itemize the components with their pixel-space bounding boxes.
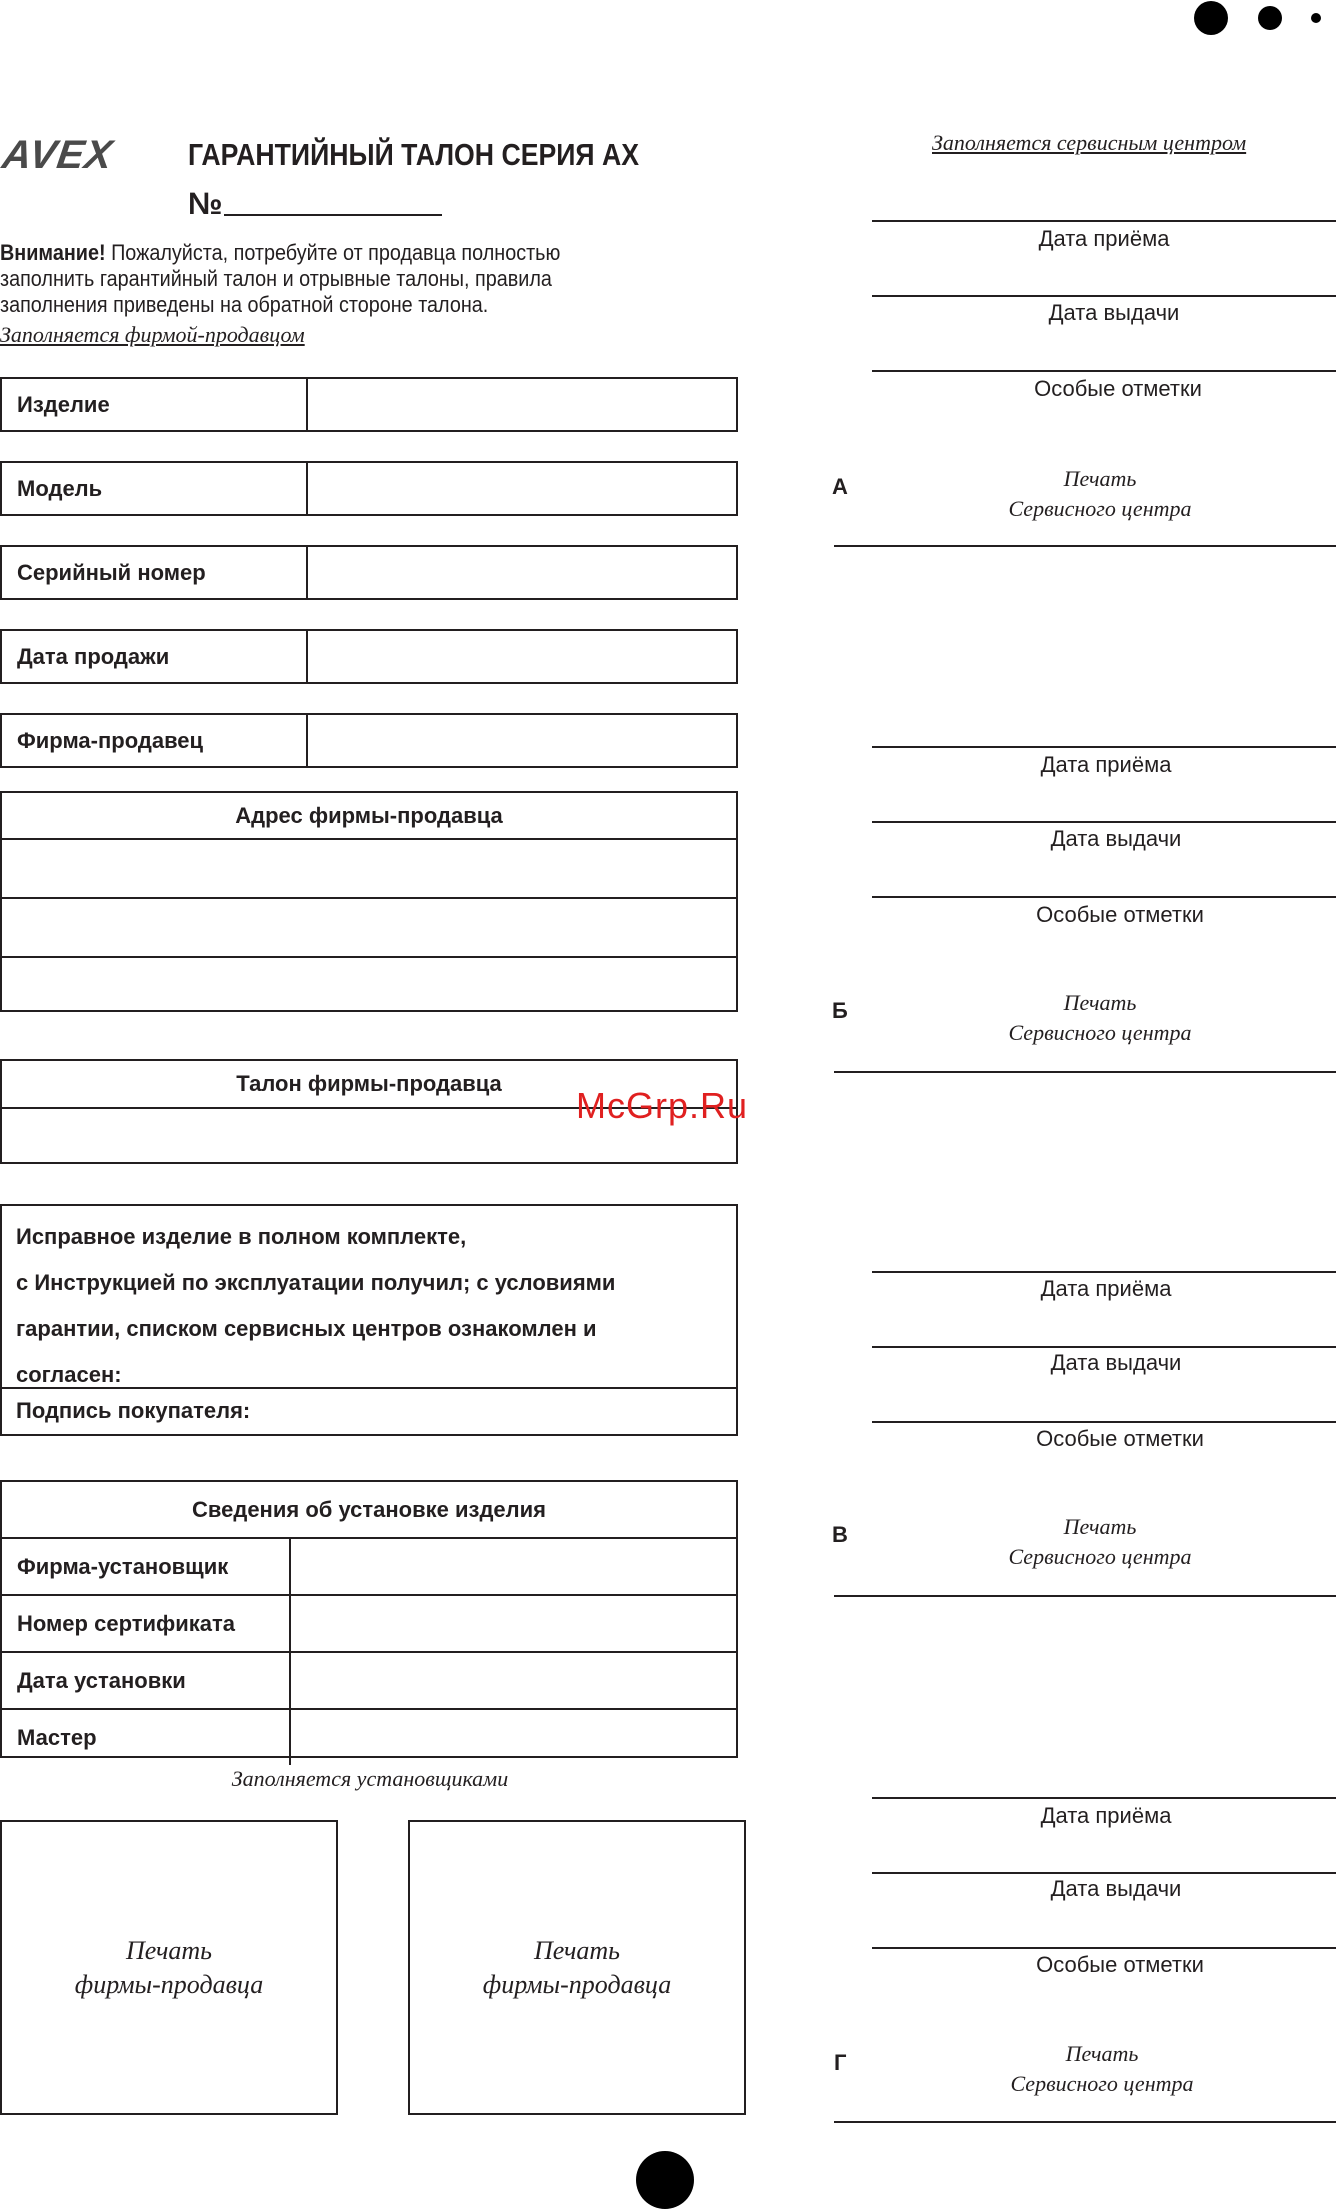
page-title: ГАРАНТИЙНЫЙ ТАЛОН СЕРИЯ АХ bbox=[188, 137, 640, 172]
stamp-line: Печать bbox=[1065, 2041, 1139, 2066]
address-line bbox=[2, 899, 736, 958]
seller-address-title: Адрес фирмы-продавца bbox=[2, 793, 736, 840]
decorative-dot-large bbox=[1194, 1, 1228, 35]
stamp-line: фирмы-продавца bbox=[482, 1969, 672, 1999]
statement-line: с Инструкцией по эксплуатации получил; с условиями bbox=[16, 1270, 616, 1295]
coupon-a-letter: А bbox=[832, 474, 848, 499]
install-label: Мастер bbox=[2, 1710, 291, 1765]
coupon-b-stamp bbox=[960, 988, 1240, 1048]
field-value bbox=[308, 463, 736, 514]
field-model bbox=[0, 461, 738, 516]
coupon-g-line bbox=[872, 1797, 1336, 1799]
field-product bbox=[0, 377, 738, 432]
field-seller-company bbox=[0, 713, 738, 768]
installation-date-row bbox=[2, 1653, 736, 1710]
field-label: Серийный номер bbox=[2, 547, 308, 598]
coupon-b-line bbox=[872, 746, 1336, 748]
fill-by-seller-caption: Заполняется фирмой-продавцом bbox=[0, 322, 305, 347]
coupon-v-line bbox=[872, 1421, 1336, 1423]
coupon-a-stamp bbox=[960, 464, 1240, 524]
install-label: Фирма-установщик bbox=[2, 1539, 291, 1594]
stamp-line: Печать bbox=[1063, 1514, 1137, 1539]
master-row bbox=[2, 1710, 736, 1765]
page-number-dot bbox=[636, 2151, 694, 2209]
coupon-b-letter: Б bbox=[832, 998, 848, 1023]
seller-coupon-title: Талон фирмы-продавца bbox=[2, 1061, 736, 1109]
buyer-statement-box bbox=[0, 1204, 738, 1436]
install-label: Дата установки bbox=[2, 1653, 291, 1708]
field-serial-number bbox=[0, 545, 738, 600]
installation-title: Сведения об установке изделия bbox=[2, 1482, 736, 1539]
field-label: Дата продажи bbox=[2, 631, 308, 682]
coupon-g-line bbox=[872, 1947, 1336, 1949]
coupon-v-notes: Особые отметки bbox=[1036, 1426, 1204, 1451]
coupon-number-label: № bbox=[188, 186, 223, 221]
coupon-v-line bbox=[872, 1271, 1336, 1273]
coupon-a-line bbox=[872, 370, 1336, 372]
field-value bbox=[308, 379, 736, 430]
coupon-v-bottom-line bbox=[834, 1595, 1336, 1597]
field-label: Модель bbox=[2, 463, 308, 514]
coupon-b-line bbox=[872, 896, 1336, 898]
field-value bbox=[308, 715, 736, 766]
coupon-b-line bbox=[872, 821, 1336, 823]
statement-line: гарантии, списком сервисных центров ознакомлен и bbox=[16, 1316, 597, 1341]
seller-address-box bbox=[0, 791, 738, 1012]
stamp-line: Сервисного центра bbox=[1008, 1020, 1192, 1045]
installation-box bbox=[0, 1480, 738, 1758]
buyer-statement bbox=[2, 1206, 736, 1389]
statement-line: согласен: bbox=[16, 1362, 122, 1387]
installer-company-row bbox=[2, 1539, 736, 1596]
decorative-dot-small bbox=[1311, 13, 1321, 23]
avex-logo: AVEX bbox=[0, 133, 116, 177]
stamp-line: Сервисного центра bbox=[1010, 2071, 1194, 2096]
buyer-signature-label: Подпись покупателя: bbox=[16, 1398, 251, 1423]
coupon-a-line bbox=[872, 295, 1336, 297]
field-sale-date bbox=[0, 629, 738, 684]
stamp-line: фирмы-продавца bbox=[74, 1969, 264, 1999]
notice-text: Пожалуйста, потребуйте от продавца полностью заполнить гарантийный талон и отрывные талоны, правила заполнения приведены на обратной стороне талона. bbox=[0, 240, 561, 317]
coupon-g-stamp bbox=[962, 2039, 1242, 2099]
fill-by-installers-caption: Заполняется установщиками bbox=[231, 1766, 509, 1791]
stamp-line: Печать bbox=[1063, 466, 1137, 491]
stamp-line: Сервисного центра bbox=[1008, 496, 1192, 521]
field-value bbox=[308, 631, 736, 682]
coupon-g-letter: Г bbox=[834, 2050, 847, 2075]
seller-stamp-box bbox=[0, 1820, 338, 2115]
address-line bbox=[2, 840, 736, 899]
coupon-v-stamp bbox=[960, 1512, 1240, 1572]
field-label: Фирма-продавец bbox=[2, 715, 308, 766]
fill-by-service-caption: Заполняется сервисным центром bbox=[932, 130, 1247, 155]
coupon-g-date-received: Дата приёма bbox=[1040, 1803, 1172, 1828]
coupon-a-bottom-line bbox=[834, 545, 1336, 547]
coupon-b-bottom-line bbox=[834, 1071, 1336, 1073]
seller-stamp-box bbox=[408, 1820, 746, 2115]
coupon-b-date-issued: Дата выдачи bbox=[1050, 826, 1182, 851]
coupon-g-date-issued: Дата выдачи bbox=[1050, 1876, 1182, 1901]
notice-bold: Внимание! bbox=[0, 240, 106, 265]
certificate-number-row bbox=[2, 1596, 736, 1653]
install-label: Номер сертификата bbox=[2, 1596, 291, 1651]
coupon-a-date-received: Дата приёма bbox=[1038, 226, 1170, 251]
stamp-line: Печать bbox=[126, 1935, 212, 1965]
stamp-line: Сервисного центра bbox=[1008, 1544, 1192, 1569]
field-value bbox=[308, 547, 736, 598]
coupon-g-notes: Особые отметки bbox=[1036, 1952, 1204, 1977]
coupon-b-date-received: Дата приёма bbox=[1040, 752, 1172, 777]
watermark: McGrp.Ru bbox=[576, 1085, 749, 1126]
coupon-v-line bbox=[872, 1346, 1336, 1348]
coupon-g-line bbox=[872, 1872, 1336, 1874]
stamp-line: Печать bbox=[1063, 990, 1137, 1015]
decorative-dot-medium bbox=[1258, 6, 1282, 30]
coupon-v-date-received: Дата приёма bbox=[1040, 1276, 1172, 1301]
stamp-line: Печать bbox=[534, 1935, 620, 1965]
coupon-number-line bbox=[224, 214, 442, 216]
address-line bbox=[2, 958, 736, 1014]
coupon-b-notes: Особые отметки bbox=[1036, 902, 1204, 927]
coupon-v-date-issued: Дата выдачи bbox=[1050, 1350, 1182, 1375]
coupon-v-letter: В bbox=[832, 1522, 848, 1547]
coupon-g-bottom-line bbox=[834, 2121, 1336, 2123]
notice bbox=[0, 240, 630, 318]
coupon-a-line bbox=[872, 220, 1336, 222]
coupon-a-date-issued: Дата выдачи bbox=[1048, 300, 1180, 325]
field-label: Изделие bbox=[2, 379, 308, 430]
coupon-a-notes: Особые отметки bbox=[1034, 376, 1202, 401]
statement-line: Исправное изделие в полном комплекте, bbox=[16, 1224, 467, 1249]
